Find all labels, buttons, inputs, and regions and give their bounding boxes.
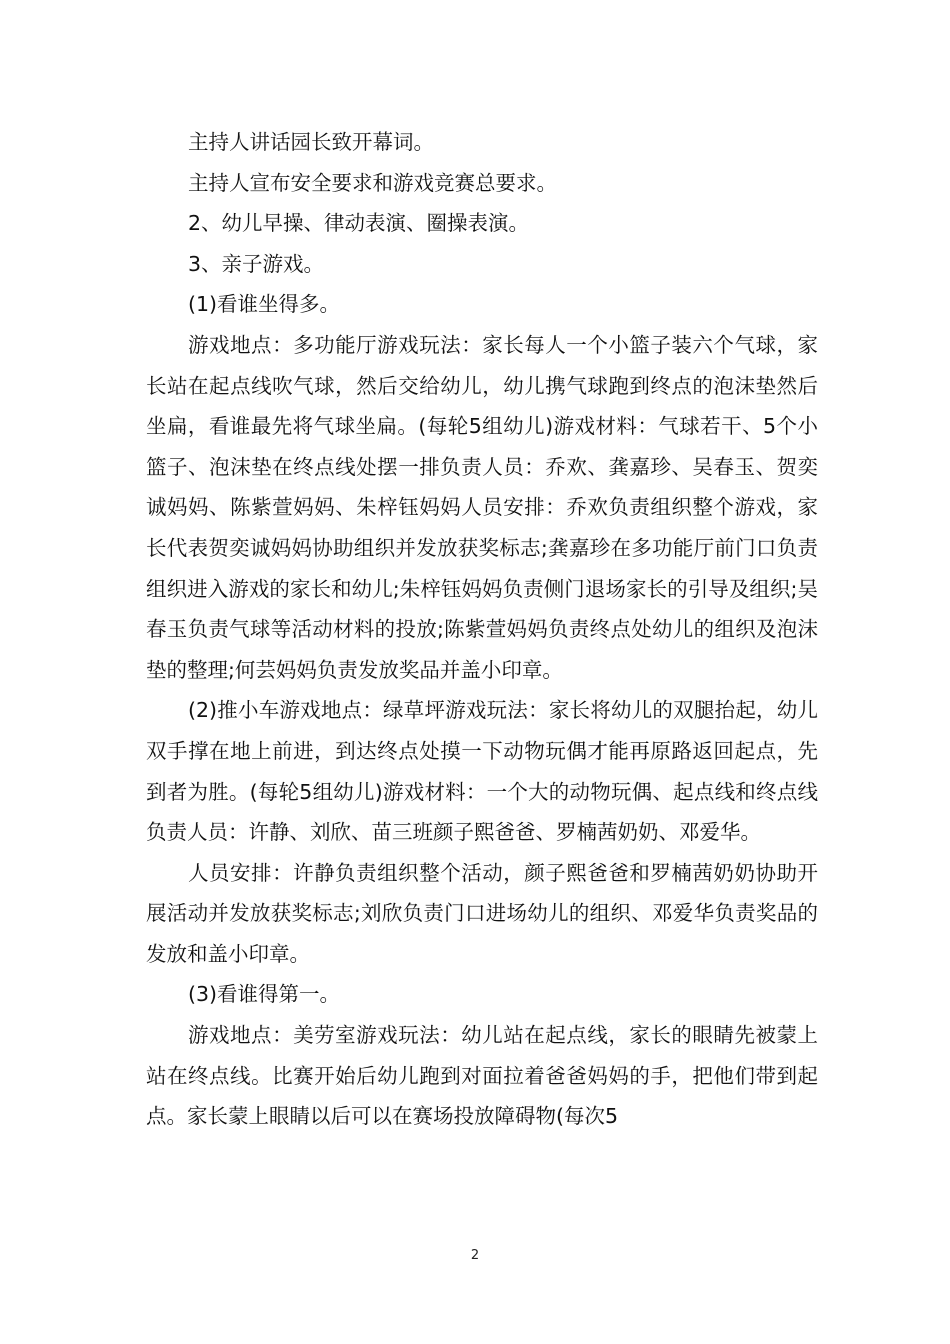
paragraph-game-2-staff: 人员安排：许静负责组织整个活动，颜子熙爸爸和罗楠茜奶奶协助开展活动并发放获奖标志;刘欣负责门口进场幼儿的组织、邓爱华负责奖品的发放和盖小印章。 xyxy=(146,860,818,966)
paragraph-parent-child-games: 3、亲子游戏。 xyxy=(188,251,325,276)
paragraph-game-1-details: 游戏地点：多功能厅游戏玩法：家长每人一个小篮子装六个气球，家长站在起点线吹气球，然后交给幼儿，幼儿携气球跑到终点的泡沫垫然后坐扁，看谁最先将气球坐扁。(每轮5组幼儿)游戏材料：气球若干、5个小篮子、泡沫垫在终点线处摆一排负责人员：乔欢、龚嘉珍、吴春玉、贺奕诚妈妈、陈紫萱妈妈、朱梓钰妈妈人员安排：乔欢负责组织整个游戏，家长代表贺奕诚妈妈协助组织并发放获奖标志;龚嘉珍在多功能厅前门口负责组织进入游戏的家长和幼儿;朱梓钰妈妈负责侧门退场家长的引导及组织;吴春玉负责气球等活动材料的投放;陈紫萱妈妈负责终点处幼儿的组织及泡沫垫的整理;何芸妈妈负责发放奖品并盖小印章。 xyxy=(146,332,818,682)
paragraph-game-3-title: (3)看谁得第一。 xyxy=(188,982,341,1007)
paragraph-morning-exercise: 2、幼儿早操、律动表演、圈操表演。 xyxy=(188,211,530,236)
paragraph-safety-requirements: 主持人宣布安全要求和游戏竞赛总要求。 xyxy=(188,170,557,195)
page-number: 2 xyxy=(470,1248,480,1263)
paragraph-game-1-title: (1)看谁坐得多。 xyxy=(188,292,341,317)
paragraph-game-2-details: (2)推小车游戏地点：绿草坪游戏玩法：家长将幼儿的双腿抬起，幼儿双手撑在地上前进，到达终点处摸一下动物玩偶才能再原路返回起点，先到者为胜。(每轮5组幼儿)游戏材料：一个大的动物玩偶、起点线和终点线负责人员：许静、刘欣、苗三班颜子熙爸爸、罗楠茜奶奶、邓爱华。 xyxy=(146,698,818,845)
paragraph-game-3-details: 游戏地点：美劳室游戏玩法：幼儿站在起点线，家长的眼睛先被蒙上站在终点线。比赛开始后幼儿跑到对面拉着爸爸妈妈的手，把他们带到起点。家长蒙上眼睛以后可以在赛场投放障碍物(每次5 xyxy=(146,1023,818,1129)
paragraph-opening-speech: 主持人讲话园长致开幕词。 xyxy=(188,130,434,154)
document-body xyxy=(146,122,818,1137)
